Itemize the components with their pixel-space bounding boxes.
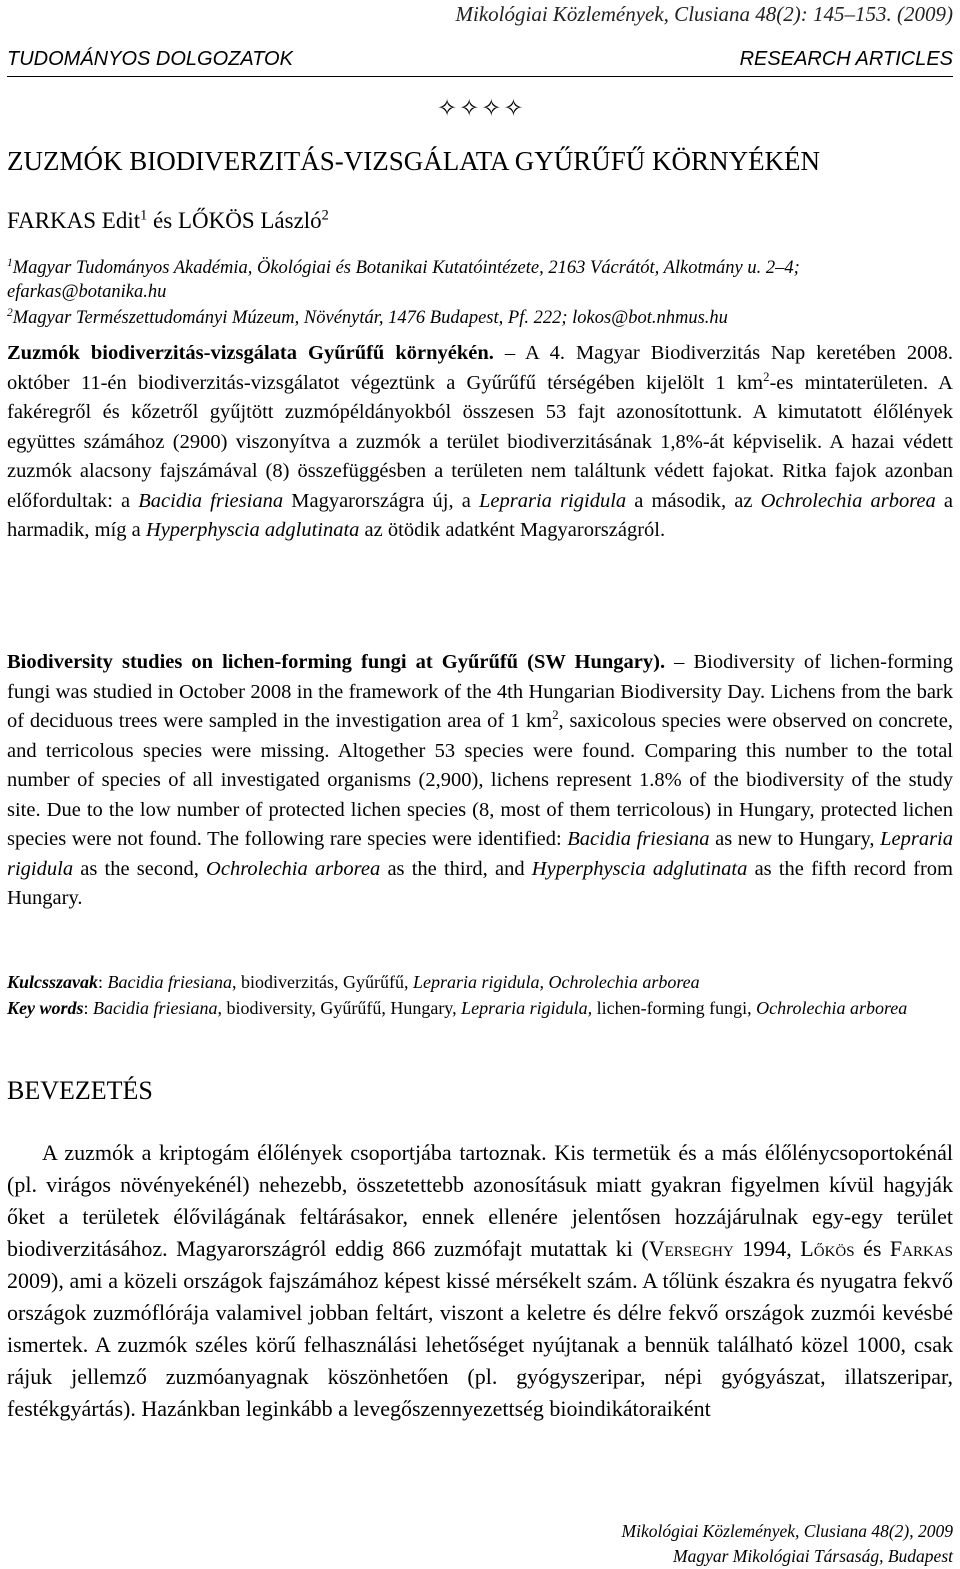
species-ochrolechia: Ochrolechia arborea: [760, 489, 936, 512]
keywords-en-colon: :: [83, 998, 94, 1018]
keywords-en-2: , biodiversity, Gyűrűfű, Hungary,: [217, 998, 462, 1018]
journal-citation: Mikológiai Közlemények, Clusiana 48(2): 145–153. (2009): [455, 2, 953, 26]
abstract-en-text-6: as the fifth record from Hungary.: [7, 857, 953, 909]
keywords-en-4: lichen-forming fungi,: [592, 998, 757, 1018]
abstract-hu-text-3: Magyarországra új, a: [283, 489, 480, 512]
keywords-hu-label: Kulcsszavak: [7, 972, 99, 992]
affiliation-1: [7, 256, 953, 304]
author-2-sup: 2: [321, 207, 329, 224]
species-lepraria-en: Lepraria rigidula: [7, 828, 953, 880]
affiliation-2-sup: 2: [7, 306, 13, 319]
footer-society: Magyar Mikológiai Társaság, Budapest: [673, 1546, 953, 1566]
section-bar: [7, 46, 953, 77]
abstract-hu-text-1: – A 4. Magyar Biodiverzitás Nap keretében 2008. október 11-én biodiverzitás-vizsgálatot végeztünk a Gyűrűfű térségében kijelölt 1 km: [7, 342, 953, 394]
abstract-hu-text-6: az ötödik adatként Magyarországról.: [359, 519, 666, 541]
keywords-english: [7, 996, 953, 1020]
section-label-hu: TUDOMÁNYOS DOLGOZATOK: [7, 48, 293, 70]
affiliation-2-text: Magyar Természettudományi Múzeum, Növénytár, 1476 Budapest, Pf. 222; lokos@bot.nhmus.hu: [12, 308, 728, 328]
species-hyperphyscia: Hyperphyscia adglutinata: [145, 519, 360, 541]
abstract-hu-sup: 2: [763, 369, 770, 384]
ref-verseghy: Verseghy: [648, 1236, 734, 1261]
footer-journal: Mikológiai Közlemények, Clusiana 48(2), 2009: [621, 1521, 953, 1541]
abstract-hungarian: [7, 339, 953, 546]
species-hyperphyscia-en: Hyperphyscia adglutinata: [531, 857, 748, 880]
keywords-hungarian: [7, 970, 953, 994]
ref-lokos: Lőkös: [800, 1236, 855, 1261]
abstract-hu-text-4: a második, az: [626, 489, 761, 512]
keywords-en-3: Lepraria rigidula,: [461, 998, 593, 1018]
intro-text-1: A zuzmók a kriptogám élőlények csoportjába tartoznak. Kis termetük és a más élőlénycsoportokénál (pl. virágos növényekénél) nehezebb, összetettebb azonosításuk miatt gyakran figyelmen kívül hagyják őket a területek élővilágának feltárásakor, ennek ellenére jelentősen hozzájárulnak egy-egy terület biodiverzitásához. Magyarországról eddig 866 zuzmófajt mutattak ki (: [7, 1140, 953, 1261]
keywords-hu-1: Bacidia friesiana: [107, 972, 233, 992]
abstract-en-title: Biodiversity studies on lichen-forming fungi at Gyűrűfű (SW Hungary).: [7, 651, 666, 673]
author-1: FARKAS Edit: [7, 208, 141, 233]
abstract-en-text-1: – Biodiversity of lichen-forming fungi was studied in October 2008 in the framework of the 4th Hungarian Biodiversity Day. Lichens from the bark of deciduous trees were sampled in the investigation area of 1 km: [7, 651, 953, 732]
abstract-hu-title: Zuzmók biodiverzitás-vizsgálata Gyűrűfű környékén.: [7, 342, 494, 364]
abstract-en-sup: 2: [552, 708, 559, 723]
keywords-hu-3: Lepraria rigidula, Ochrolechia arborea: [413, 972, 700, 992]
species-bacidia: Bacidia friesiana: [138, 489, 284, 512]
keywords-en-label: Key words: [7, 998, 84, 1018]
authors-and: és: [147, 208, 178, 233]
author-2: LŐKÖS László: [177, 208, 322, 233]
keywords-hu-colon: :: [98, 972, 108, 992]
abstract-en-text-3: as new to Hungary,: [709, 828, 881, 850]
intro-text-2: 1994,: [733, 1236, 801, 1261]
affiliation-2: [7, 306, 953, 330]
intro-text-4: 2009), ami a közeli országok fajszámához képest kissé mérsékelt szám. A tőlünk északra és nyugatra fekvő országok zuzmóflórája valamivel jobban feltárt, viszont a keletre és délre fekvő országok zuzmói kevésbé ismertek. A zuzmók széles körű felhasználási lehetőséget nyújtanak a bennük található közel 1000, csak rájuk jellemző zuzmóanyagnak köszönhetően (pl. gyógyszeripar, népi gyógyászat, illatszeripar, festékgyártás). Hazánkban leginkább a levegőszennyezettség bioindikátoraiként: [7, 1268, 953, 1421]
abstract-en-text-4: as the second,: [73, 857, 207, 880]
section-label-en: RESEARCH ARTICLES: [739, 48, 953, 70]
species-lepraria: Lepraria rigidula: [479, 489, 627, 512]
intro-text-3: és: [854, 1236, 890, 1261]
species-bacidia-en: Bacidia friesiana: [567, 828, 710, 850]
abstract-hu-text-2: -es mintaterületen. A fakéregről és kőzetről gyűjtött zuzmópéldányokból összesen 53 fajt azonosítottunk. A kimutatott élőlények együttes számához (2900) viszonyítva a zuzmók a terület biodiverzitásának 1,8%-át képviselik. A hazai védett zuzmók alacsony fajszámával (8) összefüggésben a területen nem találtunk védett fajokat. Ritka fajok azonban előfordultak: a: [7, 371, 953, 512]
affiliation-1-sup: 1: [7, 256, 13, 269]
abstract-en-text-2: , saxicolous species were observed on concrete, and terricolous species were missing. Altogether 53 species were found. Comparing this number to the total number of species of all investigated organisms (2,900), lichens represent 1.8% of the biodiversity of the study site. Due to the low number of protected lichen species (8, most of them terricolous) in Hungary, protected lichen species were not found. The following rare species were identified:: [7, 710, 953, 850]
abstract-en-text-5: as the third, and: [380, 857, 532, 880]
ref-farkas: Farkas: [889, 1236, 954, 1261]
affiliation-1-text: Magyar Tudományos Akadémia, Ökológiai és Botanikai Kutatóintézete, 2163 Vácrátót, Alkotmány u. 2–4; efarkas@botanika.hu: [7, 258, 800, 302]
keywords-en-1: Bacidia friesiana: [93, 998, 218, 1018]
species-ochrolechia-en: Ochrolechia arborea: [206, 857, 381, 880]
introduction-paragraph: [7, 1137, 953, 1425]
section-heading-introduction: BEVEZETÉS: [7, 1076, 153, 1105]
abstract-english: [7, 648, 953, 914]
article-title: ZUZMÓK BIODIVERZITÁS-VIZSGÁLATA GYŰRŰFŰ KÖRNYÉKÉN: [7, 146, 821, 176]
ornament-diamonds: ✧✧✧✧: [437, 96, 526, 122]
keywords-hu-2: , biodiverzitás, Gyűrűfű,: [232, 972, 413, 992]
author-1-sup: 1: [140, 207, 148, 224]
keywords-en-5: Ochrolechia arborea: [756, 998, 908, 1018]
abstract-hu-text-5: a harmadik, míg a: [7, 489, 954, 541]
authors: [7, 208, 329, 234]
